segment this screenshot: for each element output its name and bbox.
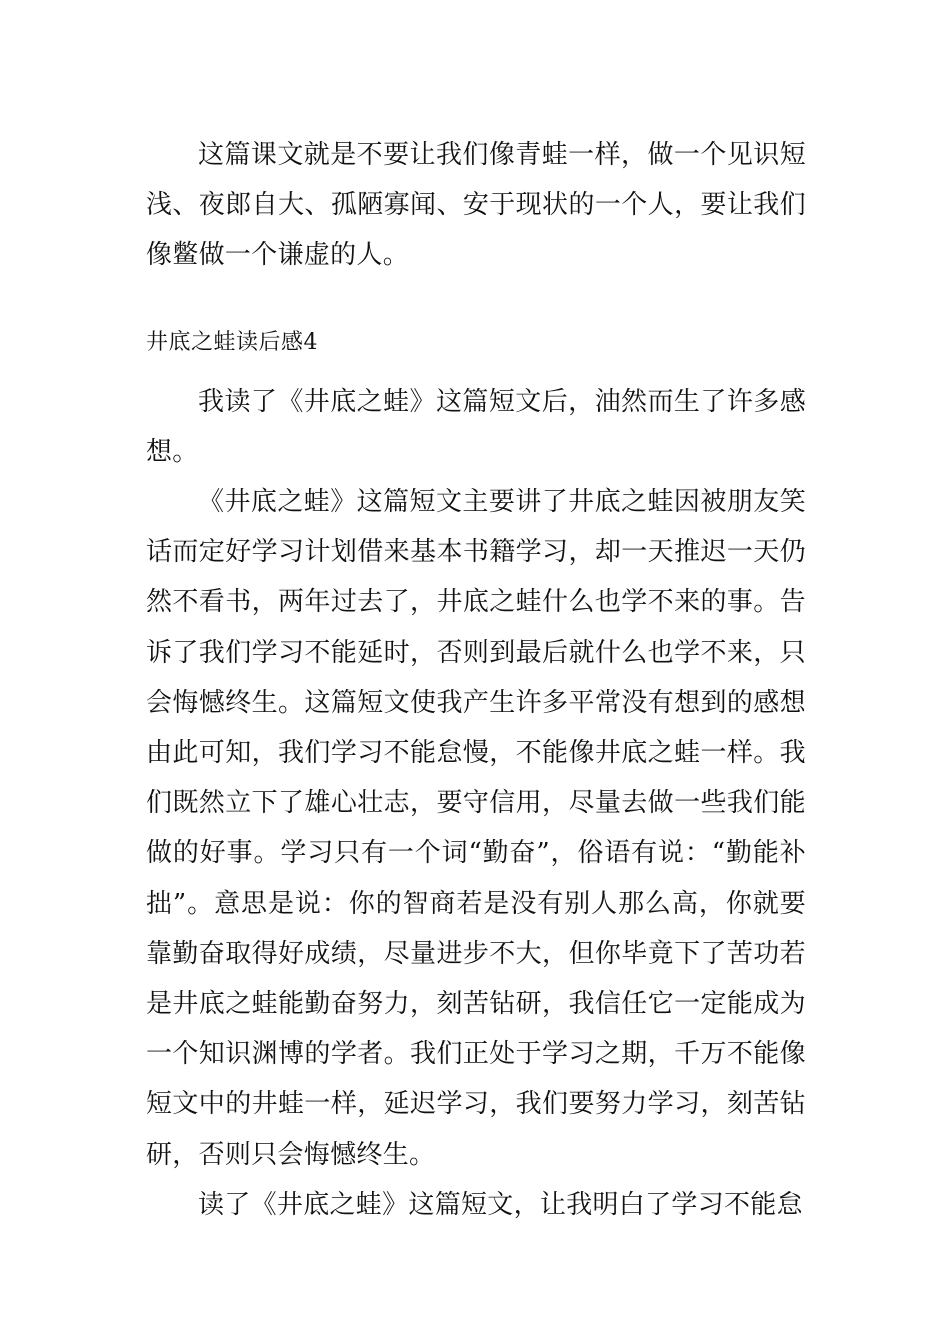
intro-paragraph: 这篇课文就是不要让我们像青蛙一样，做一个见识短浅、夜郎自大、孤陋寡闻、安于现状的一个人，要让我们像鳖做一个谦虚的人。 <box>146 140 806 271</box>
paragraph-2: 《井底之蛙》这篇短文主要讲了井底之蛙因被朋友笑话而定好学习计划借来基本书籍学习，却一天推迟一天仍然不看书，两年过去了，井底之蛙什么也学不来的事。告诉了我们学习不能延时，否则到最后就什么也学不来，只会悔憾终生。这篇短文使我产生许多平常没有想到的感想由此可知，我们学习不能怠慢，不能像井底之蛙一样。我们既然立下了雄心壮志，要守信用，尽量去做一些我们能做的好事。学习只有一个词“勤奋”，俗语有说：“勤能补拙”。意思是说：你的智商若是没有别人那么高，你就要靠勤奋取得好成绩，尽量进步不大，但你毕竟下了苦功若是井底之蛙能勤奋努力，刻苦钻研，我信任它一定能成为一个知识渊博的学者。我们正处于学习之期，千万不能像短文中的井蛙一样，延迟学习，我们要努力学习，刻苦钻研，否则只会悔憾终生。 <box>146 487 806 1170</box>
paragraph-1: 我读了《井底之蛙》这篇短文后，油然而生了许多感想。 <box>146 386 806 467</box>
section-heading: 井底之蛙读后感4 <box>146 329 318 355</box>
document-page <box>146 130 806 1230</box>
paragraph-3: 读了《井底之蛙》这篇短文，让我明白了学习不能怠 <box>198 1189 803 1220</box>
